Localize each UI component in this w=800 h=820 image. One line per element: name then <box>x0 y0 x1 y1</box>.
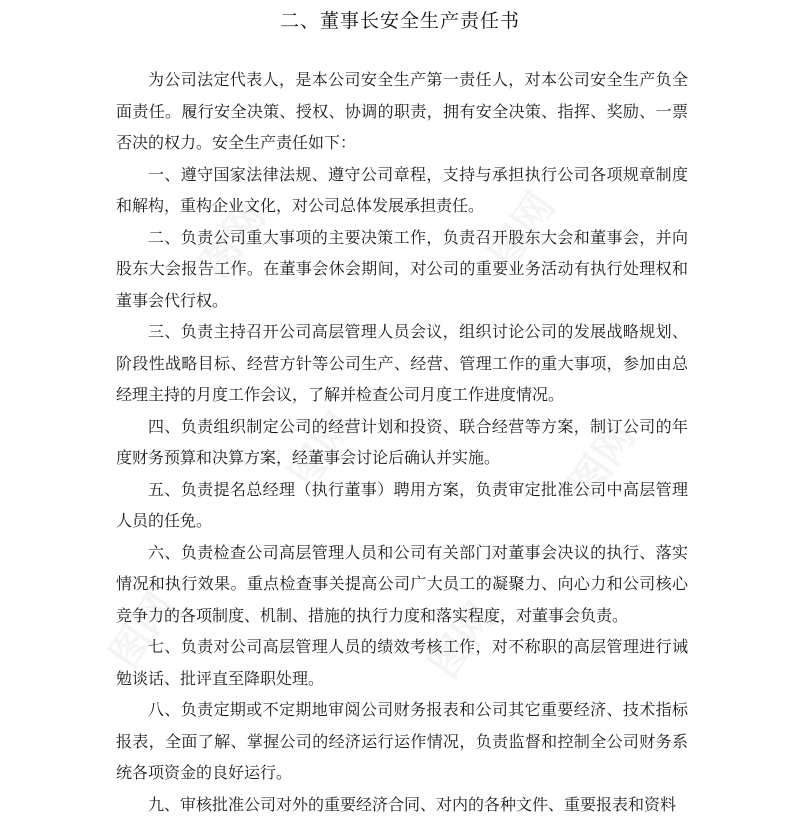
paragraph-item-3: 三、负责主持召开公司高层管理人员会议，组织讨论公司的发展战略规划、阶段性战略目标、经营方针等公司生产、经营、管理工作的重大事项，参加由总经理主持的月度工作会议，了解并检查公司月度工作进度情况。 <box>116 316 688 411</box>
watermark: 图网 <box>274 399 367 497</box>
document-title: 二、董事长安全生产责任书 <box>0 6 800 33</box>
paragraph-item-8: 八、负责定期或不定期地审阅公司财务报表和公司其它重要经济、技术指标报表，全面了解、掌握公司的经济运行运作情况，负责监督和控制全公司财务系统各项资金的良好运行。 <box>116 694 688 789</box>
paragraph-item-7: 七、负责对公司高层管理人员的绩效考核工作，对不称职的高层管理进行诫勉谈话、批评直至降职处理。 <box>116 631 688 694</box>
watermark: 图网 <box>184 189 277 287</box>
paragraph-item-6: 六、负责检查公司高层管理人员和公司有关部门对董事会决议的执行、落实情况和执行效果。重点检查事关提高公司广大员工的凝聚力、向心力和公司核心竞争力的各项制度、机制、措施的执行力度和落实程度，对董事会负责。 <box>116 537 688 632</box>
document-body <box>116 64 688 820</box>
paragraph-item-5: 五、负责提名总经理（执行董事）聘用方案，负责审定批准公司中高层管理人员的任免。 <box>116 474 688 537</box>
watermark: 图网 <box>414 589 507 687</box>
paragraph-item-1: 一、遵守国家法律法规、遵守公司章程，支持与承担执行公司各项规章制度和解构，重构企业文化，对公司总体发展承担责任。 <box>116 159 688 222</box>
paragraph-intro: 为公司法定代表人，是本公司安全生产第一责任人，对本公司安全生产负全面责任。履行安全决策、授权、协调的职责，拥有安全决策、指挥、奖励、一票否决的权力。安全生产责任如下： <box>116 64 688 159</box>
paragraph-item-4: 四、负责组织制定公司的经营计划和投资、联合经营等方案，制订公司的年度财务预算和决算方案，经董事会讨论后确认并实施。 <box>116 411 688 474</box>
paragraph-item-9: 九、审核批准公司对外的重要经济合同、对内的各种文件、重要报表和资料 <box>116 789 688 820</box>
watermark: 图网 <box>94 579 187 677</box>
paragraph-item-2: 二、负责公司重大事项的主要决策工作，负责召开股东大会和董事会，并向股东大会报告工作。在董事会休会期间，对公司的重要业务活动有执行处理权和董事会代行权。 <box>116 222 688 317</box>
watermark: 图网 <box>474 179 567 277</box>
watermark: 图网 <box>554 409 647 507</box>
